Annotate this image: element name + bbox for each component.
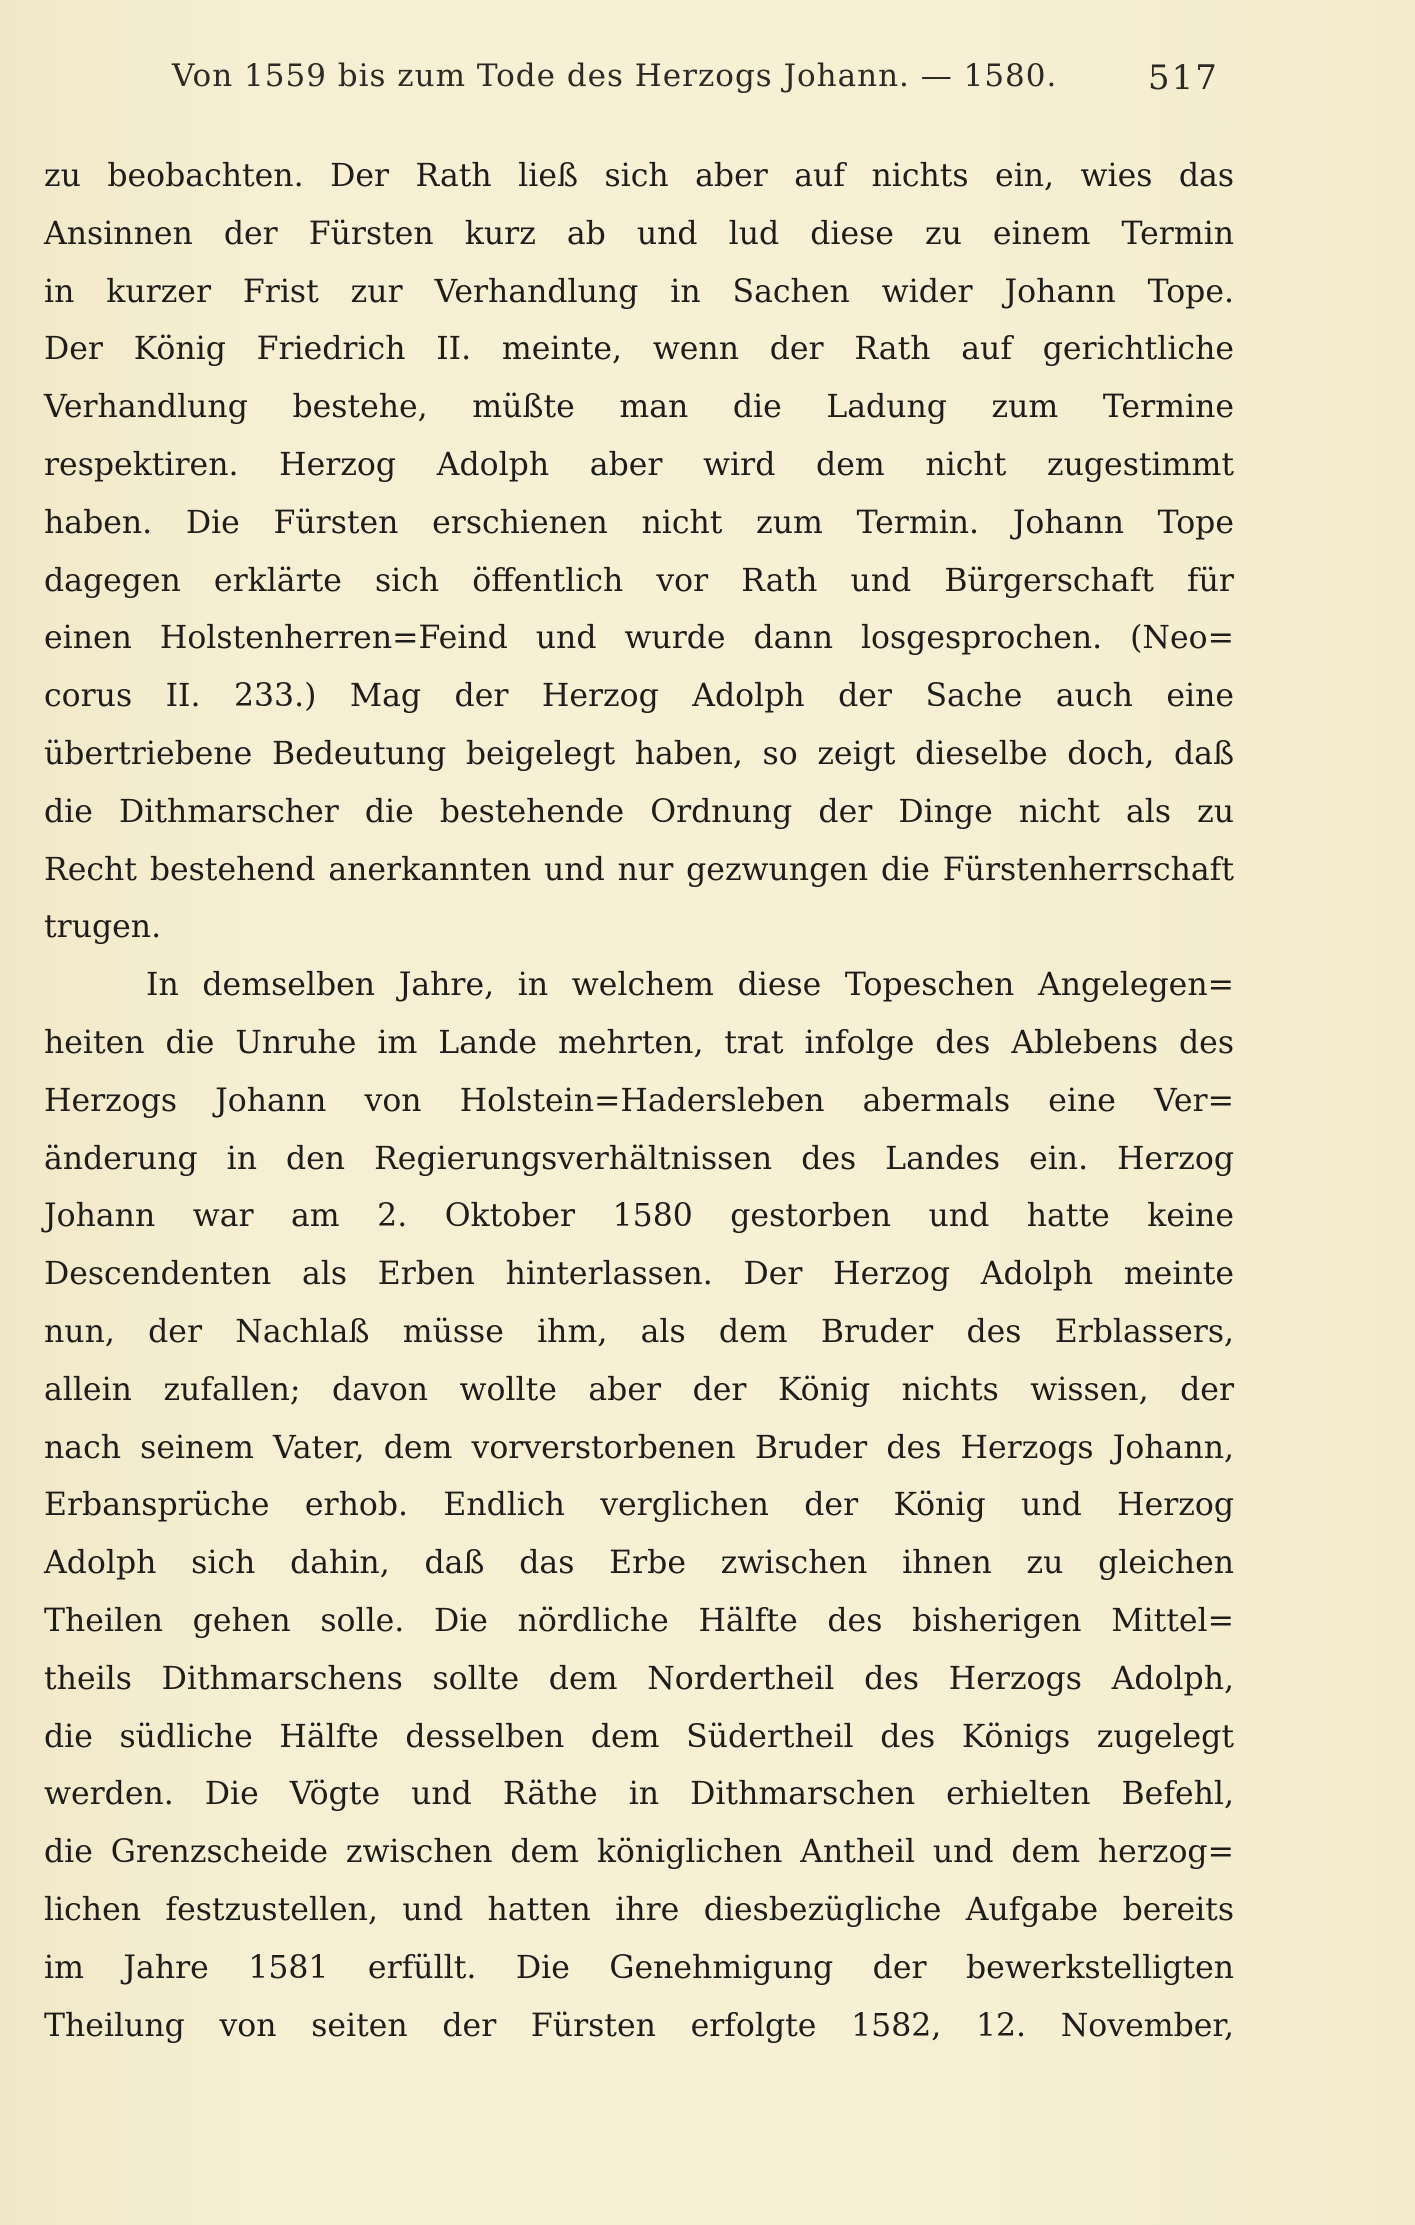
text-line: die südliche Hälfte desselben dem Südertheil des Königs zugelegt bbox=[44, 1718, 1234, 1755]
text-line: Theilen gehen solle. Die nördliche Hälfte des bisherigen Mittel= bbox=[44, 1602, 1234, 1639]
text-line: allein zufallen; davon wollte aber der König nichts wissen, der bbox=[44, 1371, 1234, 1408]
text-line: Ansinnen der Fürsten kurz ab und lud diese zu einem Termin bbox=[44, 215, 1234, 252]
text-line: im Jahre 1581 erfüllt. Die Genehmigung der bewerkstelligten bbox=[44, 1949, 1234, 1986]
paragraph-start-line: In demselben Jahre, in welchem diese Topeschen Angelegen= bbox=[146, 967, 1234, 1004]
text-line: nach seinem Vater, dem vorverstorbenen Bruder des Herzogs Johann, bbox=[44, 1429, 1234, 1466]
text-line: heiten die Unruhe im Lande mehrten, trat infolge des Ablebens des bbox=[44, 1024, 1234, 1061]
text-line: Recht bestehend anerkannten und nur gezwungen die Fürstenherrschaft bbox=[44, 851, 1234, 888]
text-line: werden. Die Vögte und Räthe in Dithmarschen erhielten Befehl, bbox=[44, 1776, 1234, 1813]
text-line: respektiren. Herzog Adolph aber wird dem nicht zugestimmt bbox=[44, 446, 1234, 483]
text-line: zu beobachten. Der Rath ließ sich aber auf nichts ein, wies das bbox=[44, 158, 1234, 194]
page-number: 517 bbox=[1148, 58, 1219, 98]
text-line: haben. Die Fürsten erschienen nicht zum Termin. Johann Tope bbox=[44, 504, 1234, 541]
running-title: Von 1559 bis zum Tode des Herzogs Johann. — 1580. bbox=[172, 58, 1058, 94]
text-line: lichen festzustellen, und hatten ihre diesbezügliche Aufgabe bereits bbox=[44, 1891, 1234, 1928]
text-line: dagegen erklärte sich öffentlich vor Rath und Bürgerschaft für bbox=[44, 562, 1234, 599]
text-line: Der König Friedrich II. meinte, wenn der Rath auf gerichtliche bbox=[44, 331, 1234, 368]
text-line: nun, der Nachlaß müsse ihm, als dem Bruder des Erblassers, bbox=[44, 1313, 1234, 1350]
text-line: die Grenzscheide zwischen dem königlichen Antheil und dem herzog= bbox=[44, 1834, 1234, 1871]
text-line: änderung in den Regierungsverhältnissen des Landes ein. Herzog bbox=[44, 1140, 1234, 1177]
text-line: Theilung von seiten der Fürsten erfolgte 1582, 12. November, bbox=[44, 2007, 1234, 2044]
text-line: einen Holstenherren=Feind und wurde dann losgesprochen. (Neo= bbox=[44, 620, 1234, 657]
body-text bbox=[44, 148, 1234, 2055]
text-line: corus II. 233.) Mag der Herzog Adolph der Sache auch eine bbox=[44, 678, 1234, 715]
running-header bbox=[0, 58, 1415, 118]
paragraph-end-line: trugen. bbox=[44, 909, 162, 946]
text-line: übertriebene Bedeutung beigelegt haben, so zeigt dieselbe doch, daß bbox=[44, 735, 1234, 772]
text-line: Verhandlung bestehe, müßte man die Ladung zum Termine bbox=[44, 389, 1234, 426]
text-line: Herzogs Johann von Holstein=Hadersleben abermals eine Ver= bbox=[44, 1082, 1234, 1119]
text-line: Erbansprüche erhob. Endlich verglichen der König und Herzog bbox=[44, 1487, 1234, 1524]
text-line: Adolph sich dahin, daß das Erbe zwischen ihnen zu gleichen bbox=[44, 1545, 1234, 1582]
text-line: theils Dithmarschens sollte dem Nordertheil des Herzogs Adolph, bbox=[44, 1660, 1234, 1697]
text-line: Johann war am 2. Oktober 1580 gestorben und hatte keine bbox=[44, 1198, 1234, 1235]
text-line: in kurzer Frist zur Verhandlung in Sachen wider Johann Tope. bbox=[44, 273, 1234, 310]
text-line: Descendenten als Erben hinterlassen. Der Herzog Adolph meinte bbox=[44, 1256, 1234, 1293]
text-line: die Dithmarscher die bestehende Ordnung der Dinge nicht als zu bbox=[44, 793, 1234, 830]
